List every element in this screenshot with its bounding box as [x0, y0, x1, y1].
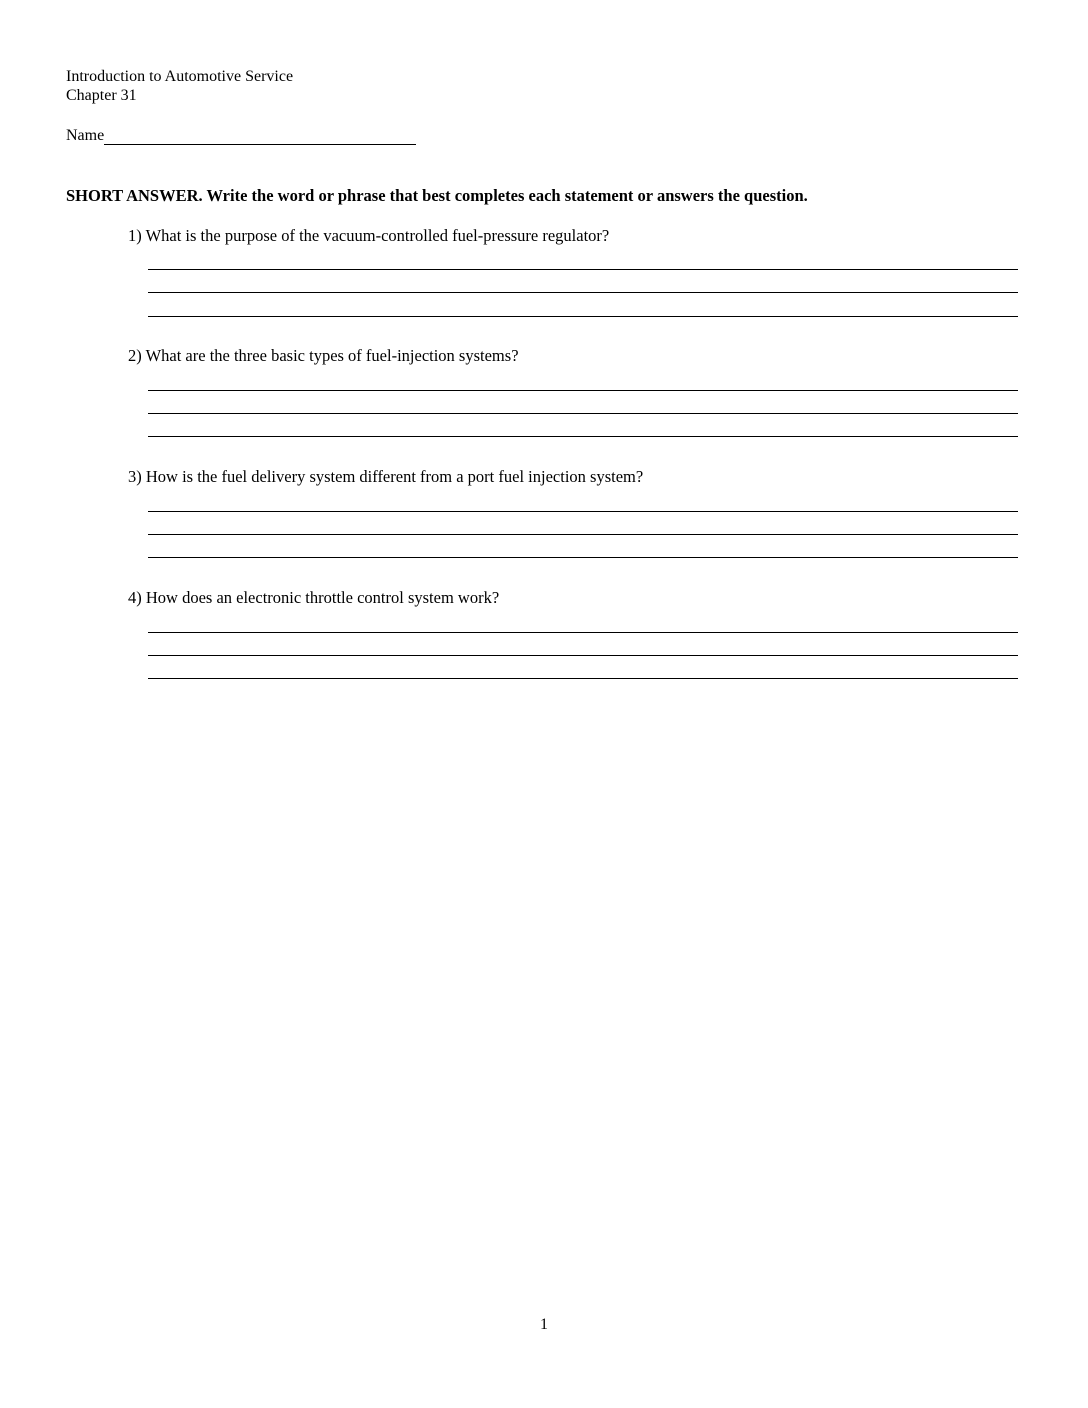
name-field-row — [66, 126, 416, 145]
answer-line-3c[interactable] — [148, 557, 1018, 558]
answer-line-1a[interactable] — [148, 269, 1018, 270]
answer-line-1b[interactable] — [148, 292, 1018, 293]
question-1: 1) What is the purpose of the vacuum-controlled fuel-pressure regulator? — [128, 226, 610, 245]
instructions: SHORT ANSWER. Write the word or phrase that best completes each statement or answers the question. — [66, 186, 808, 205]
answer-line-1c[interactable] — [148, 316, 1018, 317]
answer-line-4b[interactable] — [148, 655, 1018, 656]
name-field[interactable] — [104, 126, 416, 145]
question-4: 4) How does an electronic throttle control system work? — [128, 588, 500, 607]
answer-line-4c[interactable] — [148, 678, 1018, 679]
chapter-label: Chapter 31 — [66, 87, 137, 104]
course-title: Introduction to Automotive Service — [66, 68, 294, 85]
answer-line-2a[interactable] — [148, 390, 1018, 391]
name-label: Name — [66, 127, 105, 144]
page-number: 1 — [540, 1316, 548, 1333]
answer-line-4a[interactable] — [148, 632, 1018, 633]
question-2: 2) What are the three basic types of fuel-injection systems? — [128, 346, 519, 365]
answer-line-2c[interactable] — [148, 436, 1018, 437]
answer-line-3a[interactable] — [148, 511, 1018, 512]
answer-line-3b[interactable] — [148, 534, 1018, 535]
answer-line-2b[interactable] — [148, 413, 1018, 414]
question-3: 3) How is the fuel delivery system different from a port fuel injection system? — [128, 467, 644, 486]
